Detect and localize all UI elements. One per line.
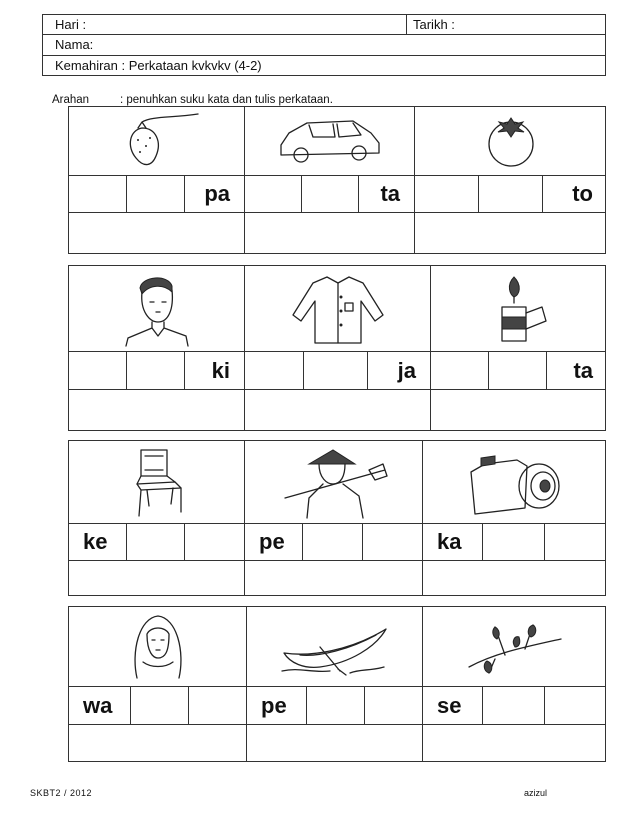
word-answer-box[interactable] — [245, 561, 423, 595]
exercise-group-3 — [68, 440, 606, 596]
word-answer-box[interactable] — [69, 213, 245, 253]
given-syllable: to — [572, 181, 593, 206]
syllable-box[interactable] — [127, 352, 185, 389]
syllable-box[interactable] — [479, 176, 543, 212]
exercise-group-1 — [68, 106, 606, 254]
word-answer-box[interactable] — [431, 390, 607, 430]
syllable-row — [69, 352, 605, 390]
man-icon — [122, 272, 192, 346]
kemahiran-label: Kemahiran : Perkataan kvkvkv (4-2) — [55, 58, 262, 73]
word-answer-box[interactable] — [245, 213, 415, 253]
hari-label: Hari : — [55, 17, 87, 32]
syllable-box[interactable] — [545, 687, 607, 724]
syllable-box — [185, 176, 245, 212]
write-row — [69, 390, 605, 430]
header-row-kemahiran — [43, 56, 605, 76]
given-syllable: pe — [261, 692, 287, 718]
syllable-box — [547, 352, 607, 389]
chair-icon — [127, 446, 187, 518]
header-row-hari — [43, 15, 605, 35]
instruction-text: : penuhkan suku kata dan tulis perkataan. — [120, 94, 333, 106]
syllable-box[interactable] — [189, 687, 247, 724]
syllable-box — [368, 352, 431, 389]
tarikh-field[interactable] — [406, 15, 455, 34]
given-syllable: pa — [204, 181, 230, 206]
footer-right: azizul — [524, 788, 548, 798]
syllable-box[interactable] — [431, 352, 489, 389]
syllable-row — [69, 176, 605, 213]
word-answer-box[interactable] — [423, 561, 607, 595]
farmer-picture — [245, 441, 423, 523]
syllable-box[interactable] — [545, 524, 607, 560]
tarikh-label: Tarikh : — [413, 17, 455, 32]
nama-label: Nama: — [55, 37, 94, 52]
syllable-box[interactable] — [365, 687, 423, 724]
man-picture — [69, 266, 245, 351]
syllable-box[interactable] — [69, 176, 127, 212]
syllable-box[interactable] — [69, 352, 127, 389]
syllable-box — [247, 687, 307, 724]
syllable-box[interactable] — [415, 176, 479, 212]
syllable-row — [69, 524, 605, 561]
syllable-box[interactable] — [302, 176, 359, 212]
shirt-picture — [245, 266, 431, 351]
picture-row — [69, 107, 605, 176]
woman-icon — [123, 612, 193, 682]
syllable-box[interactable] — [307, 687, 365, 724]
word-answer-box[interactable] — [415, 213, 607, 253]
candle-picture — [431, 266, 607, 351]
farmer-icon — [279, 446, 389, 518]
word-answer-box[interactable] — [247, 725, 423, 761]
candle-icon — [484, 273, 554, 345]
word-answer-box[interactable] — [423, 725, 607, 761]
syllable-box[interactable] — [303, 524, 363, 560]
word-answer-box[interactable] — [69, 725, 247, 761]
syllable-box[interactable] — [483, 687, 545, 724]
given-syllable: wa — [83, 692, 113, 718]
syllable-box[interactable] — [127, 176, 185, 212]
word-answer-box[interactable] — [69, 561, 245, 595]
camera-picture — [423, 441, 607, 523]
syllable-box[interactable] — [127, 524, 185, 560]
syllable-box — [245, 524, 303, 560]
syllable-box — [69, 687, 131, 724]
given-syllable: ka — [437, 529, 462, 554]
header-row-nama[interactable] — [43, 35, 605, 56]
given-syllable: pe — [259, 529, 285, 554]
camera-icon — [465, 446, 565, 518]
strawberry-picture — [69, 107, 245, 175]
tomato-picture — [415, 107, 607, 175]
exercise-group-2 — [68, 265, 606, 431]
picture-row — [69, 441, 605, 524]
car-icon — [275, 115, 385, 167]
syllable-box[interactable] — [185, 524, 245, 560]
branch-icon — [465, 617, 565, 677]
syllable-row — [69, 687, 605, 725]
syllable-box — [69, 524, 127, 560]
syllable-box[interactable] — [489, 352, 547, 389]
tomato-icon — [476, 112, 546, 170]
picture-row — [69, 266, 605, 352]
boat-picture — [247, 607, 423, 686]
syllable-box — [423, 687, 483, 724]
syllable-box[interactable] — [363, 524, 423, 560]
syllable-box — [185, 352, 245, 389]
given-syllable: ta — [380, 181, 400, 206]
car-picture — [245, 107, 415, 175]
strawberry-icon — [112, 112, 202, 170]
write-row — [69, 561, 605, 595]
syllable-box[interactable] — [304, 352, 368, 389]
branch-picture — [423, 607, 607, 686]
syllable-box[interactable] — [245, 176, 302, 212]
write-row — [69, 213, 605, 253]
exercise-group-4 — [68, 606, 606, 762]
syllable-box[interactable] — [245, 352, 304, 389]
given-syllable: ja — [397, 357, 416, 383]
syllable-box — [359, 176, 415, 212]
given-syllable: ta — [573, 357, 593, 383]
boat-icon — [280, 617, 390, 677]
word-answer-box[interactable] — [69, 390, 245, 430]
syllable-box — [543, 176, 607, 212]
picture-row — [69, 607, 605, 687]
chair-picture — [69, 441, 245, 523]
shirt-icon — [283, 273, 393, 345]
given-syllable: ki — [211, 357, 230, 383]
word-answer-box[interactable] — [245, 390, 431, 430]
worksheet-header — [42, 14, 606, 76]
syllable-box[interactable] — [131, 687, 189, 724]
write-row — [69, 725, 605, 761]
given-syllable: ke — [83, 529, 108, 554]
instruction-label: Arahan — [52, 94, 90, 106]
syllable-box[interactable] — [483, 524, 545, 560]
given-syllable: se — [437, 692, 462, 718]
syllable-box — [423, 524, 483, 560]
woman-picture — [69, 607, 247, 686]
footer-left: SKBT2 / 2012 — [30, 788, 93, 798]
